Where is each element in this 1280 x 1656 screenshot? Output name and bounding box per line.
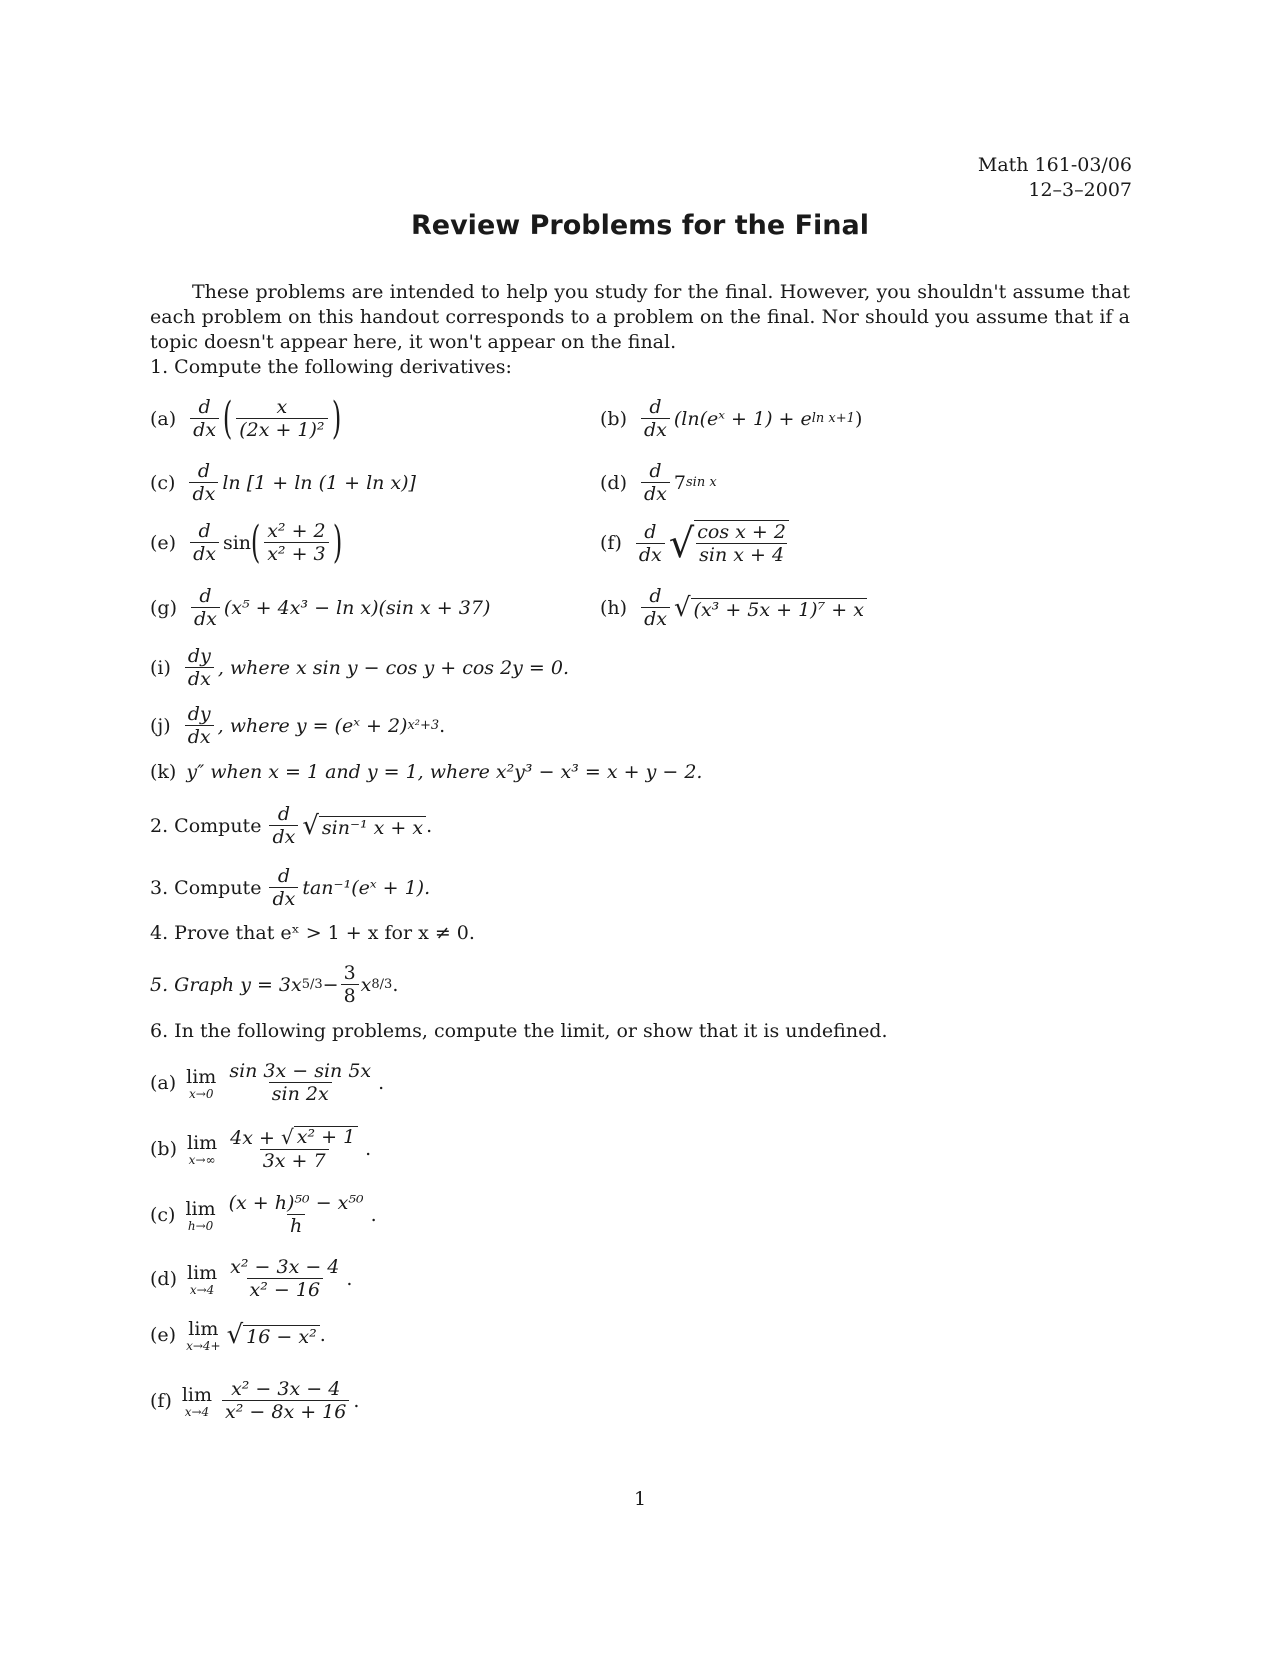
limit-fraction: $\frac{\text{x² − 3x − 4}}{\text{x² − 8x + 16}}$ — [222, 1378, 349, 1423]
deriv-op: $\frac{d}{dx}$ — [191, 585, 220, 630]
q1h: (h) $\frac{d}{dx}$ √ (x³ + 5x + 1)⁷ + x — [600, 585, 867, 630]
q1b: (b) $\frac{d}{dx}$ (ln(eˣ + 1) + e ln x+1 ) — [600, 396, 863, 441]
q6c: (c) lim h→0 $\frac{\text{(x + h)⁵⁰ − x⁵⁰}}{h}$ . — [150, 1192, 377, 1237]
q1-prompt: 1. Compute the following derivatives: — [150, 356, 512, 378]
q1d: (d) $\frac{d}{dx}$ 7 sin x — [600, 460, 717, 505]
q1e-fraction: $\frac{\text{x² + 2}}{\text{x² + 3}}$ — [264, 520, 328, 565]
q6d: (d) lim x→4 $\frac{\text{x² − 3x − 4}}{\text{x² − 16}}$ . — [150, 1256, 353, 1301]
deriv-op: $\frac{dy}{dx}$ — [185, 645, 214, 690]
deriv-op: $\frac{d}{dx}$ — [269, 865, 298, 910]
intro-paragraph: These problems are intended to help you study for the final. However, you shouldn't assume that each problem on this handout corresponds to a problem on the final. Nor should you assume that if a topic doesn't appear here, it won't appear on the final. — [150, 281, 1130, 353]
deriv-op: $\frac{d}{dx}$ — [641, 396, 670, 441]
q1f: (f) $\frac{d}{dx}$ √ $\frac{\text{cos x + 2}}{\text{sin x + 4}}$ — [600, 520, 789, 566]
q1g: (g) $\frac{d}{dx}$ (x⁵ + 4x³ − ln x)(sin x + 37) — [150, 585, 491, 630]
q1a: (a) $\frac{d}{dx}$ ( $\frac{x}{\text{(2x + 1)²}}$ ) — [150, 392, 341, 444]
limit-fraction: $\frac{\sin 3x - \sin 5x}{\sin 2x}$ — [229, 1060, 372, 1105]
q5: 5. Graph y = 3x 5/3 − $\frac{3}{8}$ x 8/3 . — [150, 962, 399, 1007]
course-number: Math 161-03/06 — [977, 154, 1132, 176]
sqrt-radical: √ $\frac{\text{cos x + 2}}{\text{sin x + 4}}$ — [669, 520, 789, 566]
sqrt-radical: √ 16 − x² — [227, 1322, 320, 1348]
q4: 4. Prove that eˣ > 1 + x for x ≠ 0. — [150, 922, 475, 944]
q6-prompt: 6. In the following problems, compute the limit, or show that it is undefined. — [150, 1020, 888, 1042]
deriv-op: $\frac{d}{dx}$ — [641, 460, 670, 505]
q6f: (f) lim x→4 $\frac{\text{x² − 3x − 4}}{\text{x² − 8x + 16}}$ . — [150, 1378, 360, 1423]
handout-date: 12–3–2007 — [1028, 179, 1132, 201]
q1k: (k) y″ when x = 1 and y = 1, where x²y³ − x³ = x + y − 2. — [150, 761, 703, 783]
limit-fraction: 4x + √ x² + 1 3x + 7 — [227, 1126, 361, 1172]
q1i: (i) $\frac{dy}{dx}$ , where x sin y − cos y + cos 2y = 0. — [150, 645, 570, 690]
q6b: (b) lim x→∞ 4x + √ x² + 1 3x + 7 . — [150, 1125, 372, 1172]
q1j: (j) $\frac{dy}{dx}$ , where y = (eˣ + 2) x²+3 . — [150, 703, 446, 748]
sqrt-radical: √ sin⁻¹ x + x — [302, 813, 426, 839]
deriv-op: $\frac{d}{dx}$ — [190, 520, 219, 565]
deriv-op: $\frac{d}{dx}$ — [190, 396, 219, 441]
deriv-op: $\frac{d}{dx}$ — [189, 460, 218, 505]
page-number: 1 — [633, 1488, 647, 1510]
deriv-op: $\frac{d}{dx}$ — [269, 803, 298, 848]
page-title: Review Problems for the Final — [410, 210, 869, 241]
q6e: (e) lim x→4+ √ 16 − x² . — [150, 1318, 326, 1353]
deriv-op: $\frac{d}{dx}$ — [641, 585, 670, 630]
limit-fraction: $\frac{\text{x² − 3x − 4}}{\text{x² − 16}}$ — [230, 1256, 340, 1301]
q1a-fraction: $\frac{x}{\text{(2x + 1)²}}$ — [236, 396, 327, 441]
deriv-op: $\frac{d}{dx}$ — [636, 521, 665, 566]
q5-fraction: $\frac{3}{8}$ — [341, 962, 359, 1007]
q6a: (a) lim x→0 $\frac{\sin 3x - \sin 5x}{\sin 2x}$ . — [150, 1060, 385, 1105]
deriv-op: $\frac{dy}{dx}$ — [185, 703, 214, 748]
sqrt-radical: √ (x³ + 5x + 1)⁷ + x — [674, 595, 867, 621]
limit-fraction: $\frac{\text{(x + h)⁵⁰ − x⁵⁰}}{h}$ — [228, 1192, 364, 1237]
q1e: (e) $\frac{d}{dx}$ sin ( $\frac{\text{x² + 2}}{\text{x² + 3}}$ ) — [150, 516, 342, 568]
q1c: (c) $\frac{d}{dx}$ ln [1 + ln (1 + ln x)] — [150, 460, 416, 505]
course-header — [978, 153, 1132, 203]
q2: 2. Compute $\frac{d}{dx}$ √ sin⁻¹ x + x . — [150, 803, 433, 848]
q3: 3. Compute $\frac{d}{dx}$ tan⁻¹(eˣ + 1). — [150, 865, 431, 910]
